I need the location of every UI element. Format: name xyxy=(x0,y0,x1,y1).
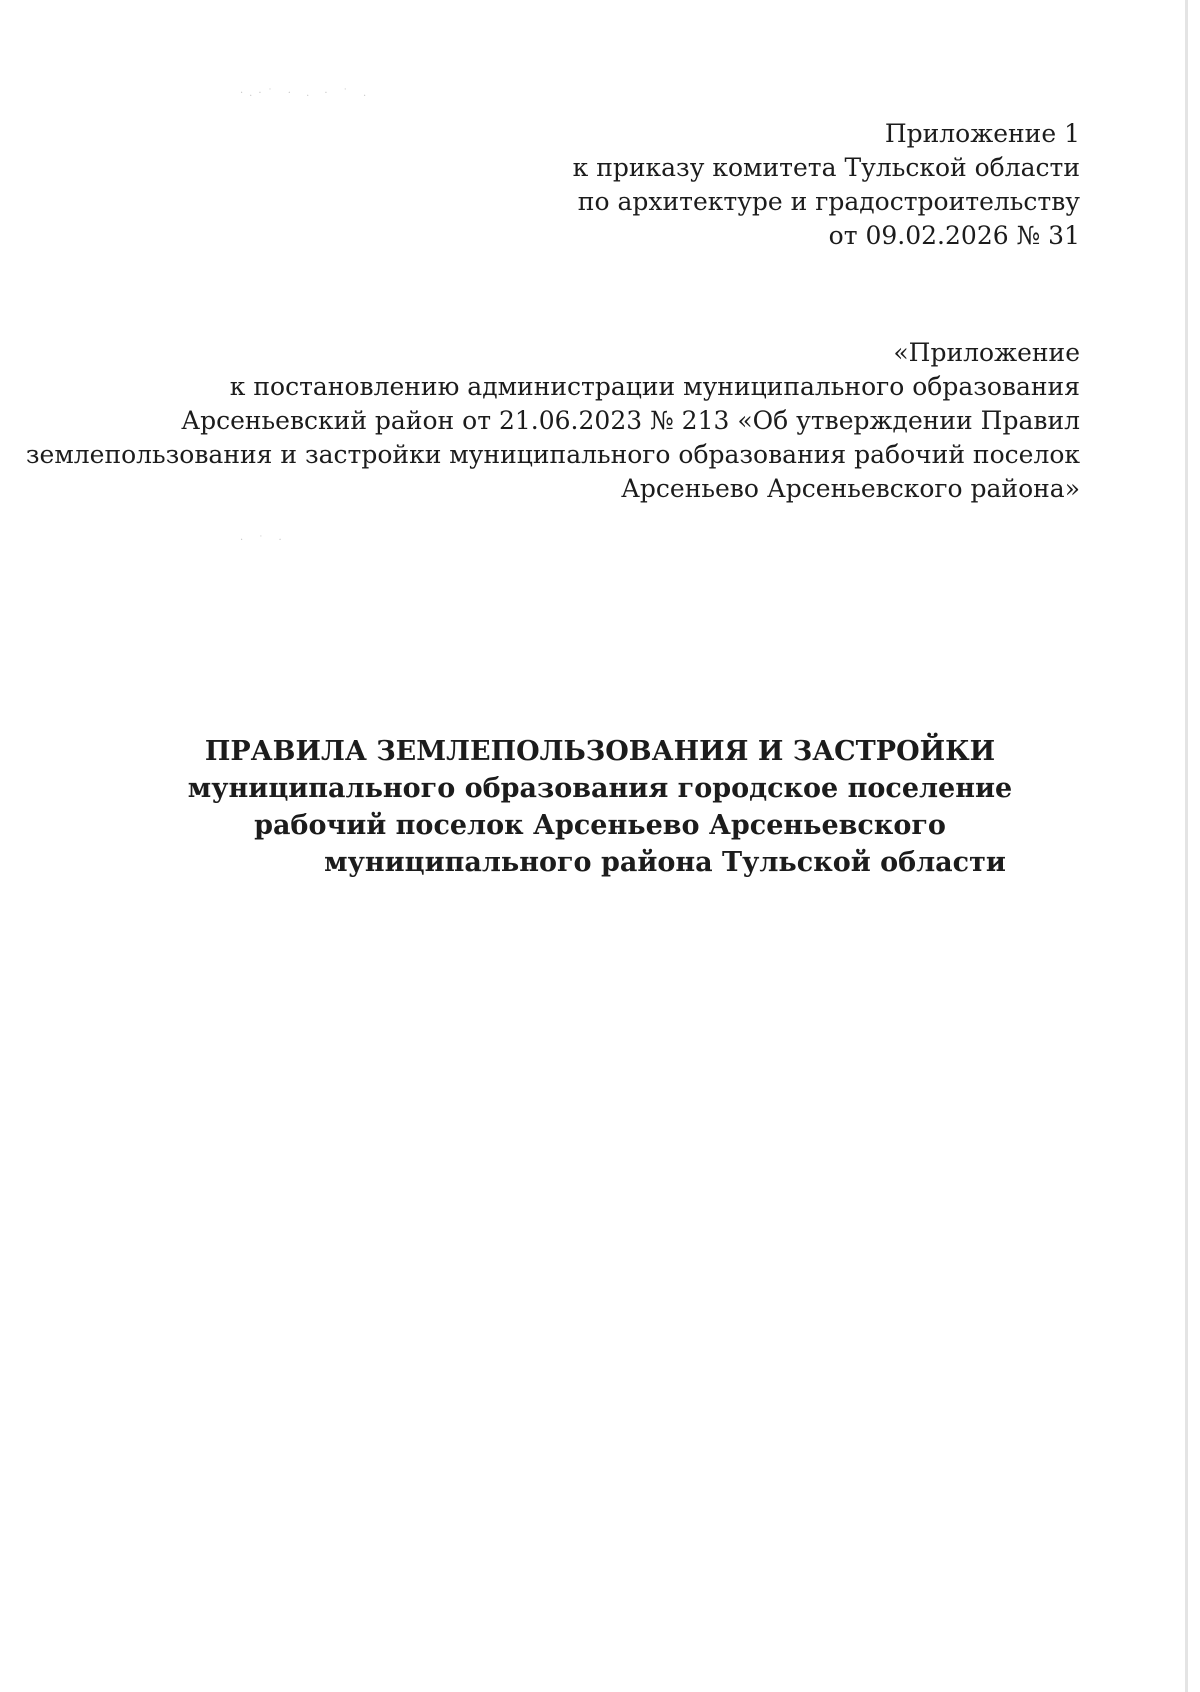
prior-annex-line: Арсеньево Арсеньевского района» xyxy=(620,474,1080,503)
title-line: рабочий поселок Арсеньево Арсеньевского xyxy=(254,810,946,841)
title-line: муниципального района Тульской области xyxy=(324,847,1006,878)
scan-noise: · ˙ · xyxy=(240,535,288,546)
prior-annex-line: к постановлению администрации муниципального образования xyxy=(229,372,1080,401)
annex-block xyxy=(573,117,1080,253)
annex-order-ref: к приказу комитета Тульской области xyxy=(572,153,1080,182)
annex-date-number: от 09.02.2026 № 31 xyxy=(828,221,1080,250)
prior-annex-line: Арсеньевский район от 21.06.2023 № 213 «Об утверждении Правил xyxy=(181,406,1080,435)
annex-title: Приложение 1 xyxy=(884,119,1080,148)
title-line: муниципального образования городское поселение xyxy=(187,773,1013,804)
scan-noise: ·.·˙ · . · ˙ . xyxy=(240,88,373,99)
document-title xyxy=(0,733,1200,881)
prior-annex-title: «Приложение xyxy=(893,338,1080,367)
title-line: ПРАВИЛА ЗЕМЛЕПОЛЬЗОВАНИЯ И ЗАСТРОЙКИ xyxy=(204,736,996,767)
prior-annex-block xyxy=(26,336,1080,506)
prior-annex-line: землепользования и застройки муниципального образования рабочий поселок xyxy=(25,440,1080,469)
annex-committee: по архитектуре и градостроительству xyxy=(577,187,1080,216)
